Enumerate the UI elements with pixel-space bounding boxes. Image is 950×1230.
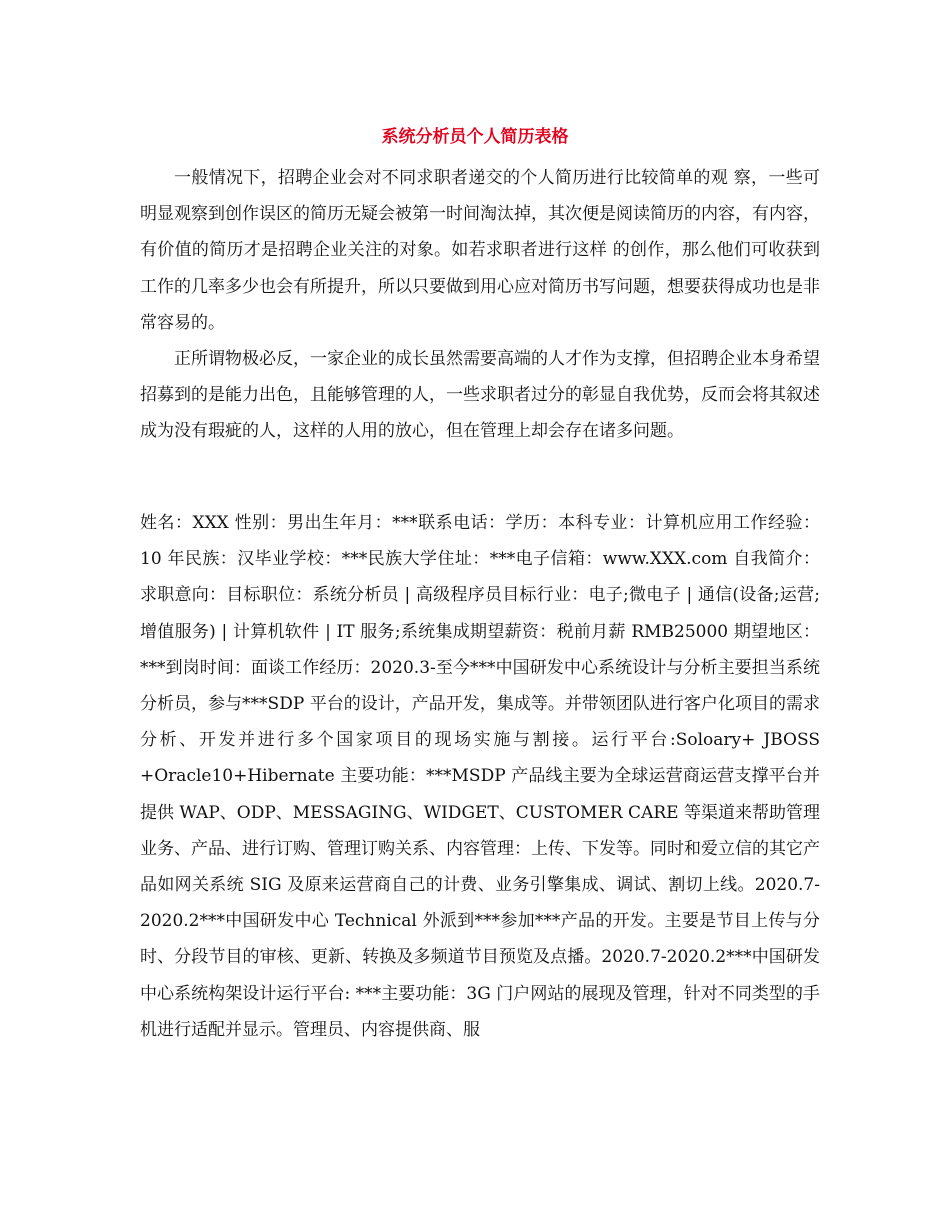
document-title: 系统分析员个人简历表格 <box>381 127 569 147</box>
advice-paragraph: 正所谓物极必反，一家企业的成长虽然需要高端的人才作为支撑，但招聘企业本身希望招募到的是能力出色，且能够管理的人，一些求职者过分的彰显自我优势，反而会将其叙述成为没有瑕疵的人，这样的人用的放心，但在管理上却会存在诸多问题。 <box>140 349 820 442</box>
intro-paragraph: 一般情况下，招聘企业会对不同求职者递交的个人简历进行比较简单的观 察，一些可明显观察到创作误区的简历无疑会被第一时间淘汰掉，其次便是阅读简历的内容，有内容，有价值的简历才是招聘企业关注的对象。如若求职者进行这样 的创作，那么他们可收获到工作的几率多少也会有所提升，所以只要做到用心应对简历书写问题，想要获得成功也是非常容易的。 <box>140 168 820 333</box>
resume-details-paragraph: 姓名：XXX 性别：男出生年月：***联系电话：学历：本科专业：计算机应用工作经验：10 年民族：汉毕业学校：***民族大学住址：***电子信箱：www.XXX.com 自我简介：求职意向：目标职位：系统分析员 | 高级程序员目标行业：电子;微电子 | 通信(设备;运营;增值服务) | 计算机软件 | IT 服务;系统集成期望薪资：税前月薪 RMB25000 期望地区：***到岗时间：面谈工作经历：2020.3-至今***中国研发中心系统设计与分析主要担当系统分析员，参与***SDP 平台的设计，产品开发，集成等。并带领团队进行客户化项目的需求分析、开发并进行多个国家项目的现场实施与割接。运行平台:Soloary+ JBOSS +Oracle10+Hibernate 主要功能：***MSDP 产品线主要为全球运营商运营支撑平台并提供 WAP、ODP、MESSAGING、WIDGET、CUSTOMER CARE 等渠道来帮助管理业务、产品、进行订购、管理订购关系、内容管理：上传、下发等。同时和爱立信的其它产品如网关系统 SIG 及原来运营商自己的计费、业务引擎集成、调试、割切上线。2020.7-2020.2***中国研发中心 Technical 外派到***参加***产品的开发。主要是节目上传与分时、分段节目的审核、更新、转换及多频道节目预览及点播。2020.7-2020.2***中国研发中心系统构架设计运行平台: ***主要功能：3G 门户网站的展现及管理，针对不同类型的手机进行适配并显示。管理员、内容提供商、服 <box>140 513 820 1040</box>
